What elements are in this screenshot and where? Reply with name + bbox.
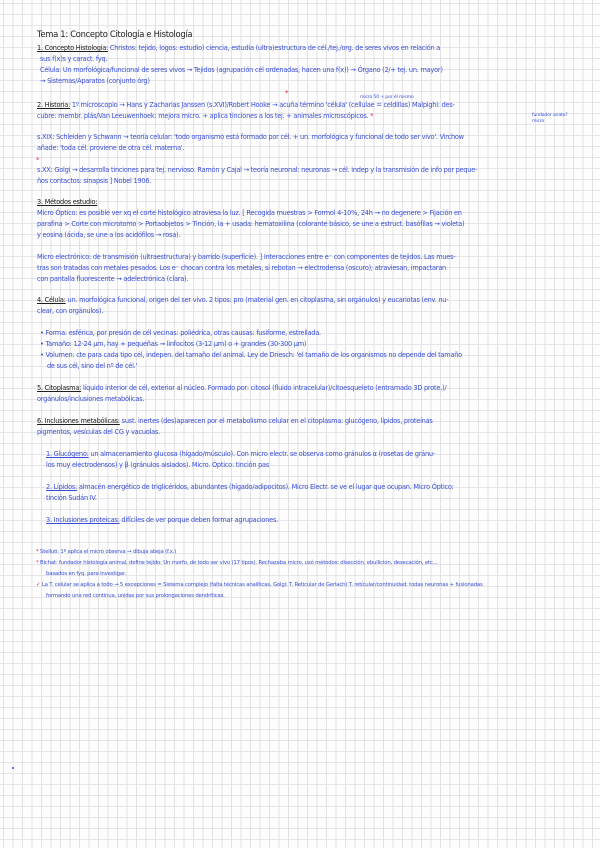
section-text: sust. inertes (des)aparecen por el metabolismo celular en el citoplasma: glucógeno, lípidos, proteínas <box>121 417 433 425</box>
section-heading: 2. Historia: <box>37 101 71 109</box>
section-heading: 5. Citoplasma: <box>37 384 82 392</box>
section-text: orgánulos/inclusiones metabólicas. <box>37 395 145 403</box>
side-note: micro <box>532 119 545 124</box>
subitem-lipidos: 2. Lípidos: almacén energético de triglicéridos, abundantes (hígado/adipocitos). Micro Electr. se ve el lugar que ocupan. Micro Óptico: <box>46 483 454 491</box>
bullet-item: • Forma: esférica, por presión de cél vecinas: poliédrica, otras causas: fusiforme, estrellada. <box>40 329 321 337</box>
section-heading: 4. Célula: <box>37 296 66 304</box>
section-text: Micro electrónico: de transmisión (ultraestructura) y barrido (superficie). ] Interacciones entre e⁻ con componentes de tejidos. Las mues- <box>37 253 456 261</box>
section-text: y eosina (ácida, se une a los acidófilos → rosa). <box>37 231 181 239</box>
footnote-continued: formando una red continua, unidas por sus prolongaciones dendríticas. <box>46 593 225 599</box>
subitem-label: 3. Inclusiones proteicas: <box>46 516 120 524</box>
section-4 <box>37 296 448 304</box>
section-heading: 6. Inclusiones metabólicas: <box>37 417 120 425</box>
subitem-label: 1. Glucógeno: <box>46 450 89 458</box>
check-mark-icon: ✓ <box>36 582 41 588</box>
footnote: ✓ La T. celular se aplica a todo → 5 excepciones = Sistema complejo (falta técnicas analíticas, Golgi: T. Reticular de Gerlach) T. retícular/continuidad: todas neuronas + fusionadas <box>36 582 483 588</box>
section-text: ños contactos: sinapsis ] Nobel 1906. <box>37 177 152 185</box>
section-1 <box>37 44 440 52</box>
section-text: s.XX: Golgi → desarrolla tinciones para tej. nervioso. Ramón y Cajal → teoría neuronal: neuronas → cél. indep y la transmisión de info por peque- <box>37 166 478 174</box>
section-6 <box>37 417 433 425</box>
section-text: Christos: tejido, logos: estudio) ciencia, estudia (ultra)estructura de cél./tej./org. de seres vivos en relación a <box>109 44 441 52</box>
section-text: líquido interior de cél, exterior al núcleo. Formado por: citosol (fluido intracelular)/citoesqueleto (entramado 3D prote.)/ <box>82 384 447 392</box>
section-text: parafina > Corte con microtomo > Portaobjetos > Tinción, la + usada: hematoxilina (colorante básico, se une a estruct. basófilas → violeta) <box>37 220 465 228</box>
section-text: Micro Óptico: es posible ver xq el corte histológico atraviesa la luz. [ Recogida muestras > Formol 4-10%, 24h → no degenere > Fijación en <box>37 209 462 217</box>
section-text: sus f(x)s y caract. fyq. <box>40 55 108 63</box>
star-mark-icon: * <box>36 156 40 164</box>
section-text: → Sistemas/Aparatos (conjunto órg) <box>40 77 150 85</box>
footnote-continued: basados en fyq. para investigar. <box>46 571 126 577</box>
section-heading: 3. Métodos estudio: <box>37 198 98 206</box>
bullet-item: • Tamaño: 12-24 μm, hay + pequeñas → linfocitos (3-12 μm) o + grandes (30-300 μm) <box>40 340 307 348</box>
section-text: un. morfológica funcional, origen del ser vivo. 2 tipos: pro (material gen. en citoplasma, sin orgánulos) y eucariotas (env. nu- <box>67 296 449 304</box>
section-text: Célula: Un morfológica/funcional de seres vivos → Tejidos (agrupación cél ordenadas, hacen una f(x)) → Órgano (2/+ tej. un. mayor) <box>40 66 443 74</box>
section-heading: 1. Concepto Histología: <box>37 44 109 52</box>
page-title: Tema 1: Concepto Citología e Histología <box>37 29 193 39</box>
star-mark-icon: * <box>285 89 289 97</box>
footnote: * Bichat: fundador histología animal, define tejido: Un morfo. de todo ser vivo (17 tipos). Rechazaba micro, usó métodos: disección, ebullición, desecación, etc... <box>36 560 438 566</box>
section-text: tras son tratadas con metales pesados. Los e⁻ chocan contra los metales, si rebotan → electrodensa (oscuro); atraviesan, impactaran <box>37 264 446 272</box>
star-mark-icon: * <box>36 560 39 566</box>
ink-dot <box>12 767 14 769</box>
section-text: cubre: membr. plás/Van Leeuwenhoek: mejora micro. + aplica tinciones a los tej. + animales microscópicos. * <box>37 112 374 120</box>
section-text: tinción Sudán IV. <box>46 494 97 502</box>
section-text: con pantalla fluorescente → adelectrónica (clara). <box>37 275 189 283</box>
subitem-proteicas: 3. Inclusiones proteicas: difíciles de ver porque deben formar agrupaciones. <box>46 516 278 524</box>
subitem-label: 2. Lípidos: <box>46 483 78 491</box>
bullet-item: • Volumen: cte para cada tipo cél, indepen. del tamaño del animal. Ley de Driesch: 'el tamaño de los organismos no depende del tamaño <box>40 351 462 359</box>
bullet-item-continued: de sus cél, sino del nº de cél.' <box>47 362 138 370</box>
subitem-glucogeno: 1. Glucógeno: un almacenamiento glucosa (hígado/músculo). Con micro electr. se observa como gránulos α (rosetas de gránu- <box>46 450 435 458</box>
star-mark-icon: * <box>370 112 374 120</box>
side-note: fundador anato? <box>532 113 568 118</box>
section-2 <box>37 101 455 109</box>
star-mark-icon: * <box>36 549 39 555</box>
section-text: s.XIX: Schleiden y Schwann → teoría celular: 'todo organismo está formado por cél. + un. morfológica y funcional de todo ser vivo'. Virchow <box>37 133 464 141</box>
section-text: pigmentos, vesículas del CG y vacuolas. <box>37 428 160 436</box>
annotation: micro 50 + por él mismo <box>360 95 414 100</box>
section-5 <box>37 384 446 392</box>
footnote: * Stelluti: 1º aplica el micro observa → dibuja abeja (f.x.) <box>36 549 177 555</box>
section-text: 1º microscopio → Hans y Zacharias Janssen (s.XVI)/Robert Hooke → acuña término 'célula' (cellulae = celdillas) Malpighi: des- <box>71 101 455 109</box>
section-text: clear, con orgánulos). <box>37 307 104 315</box>
section-text: los muy electrodensos) y β (gránulos aislados). Micro. Óptico: tinción pas <box>46 461 270 469</box>
section-text: añade: 'toda cél. proviene de otra cél. materna'. <box>37 144 185 152</box>
